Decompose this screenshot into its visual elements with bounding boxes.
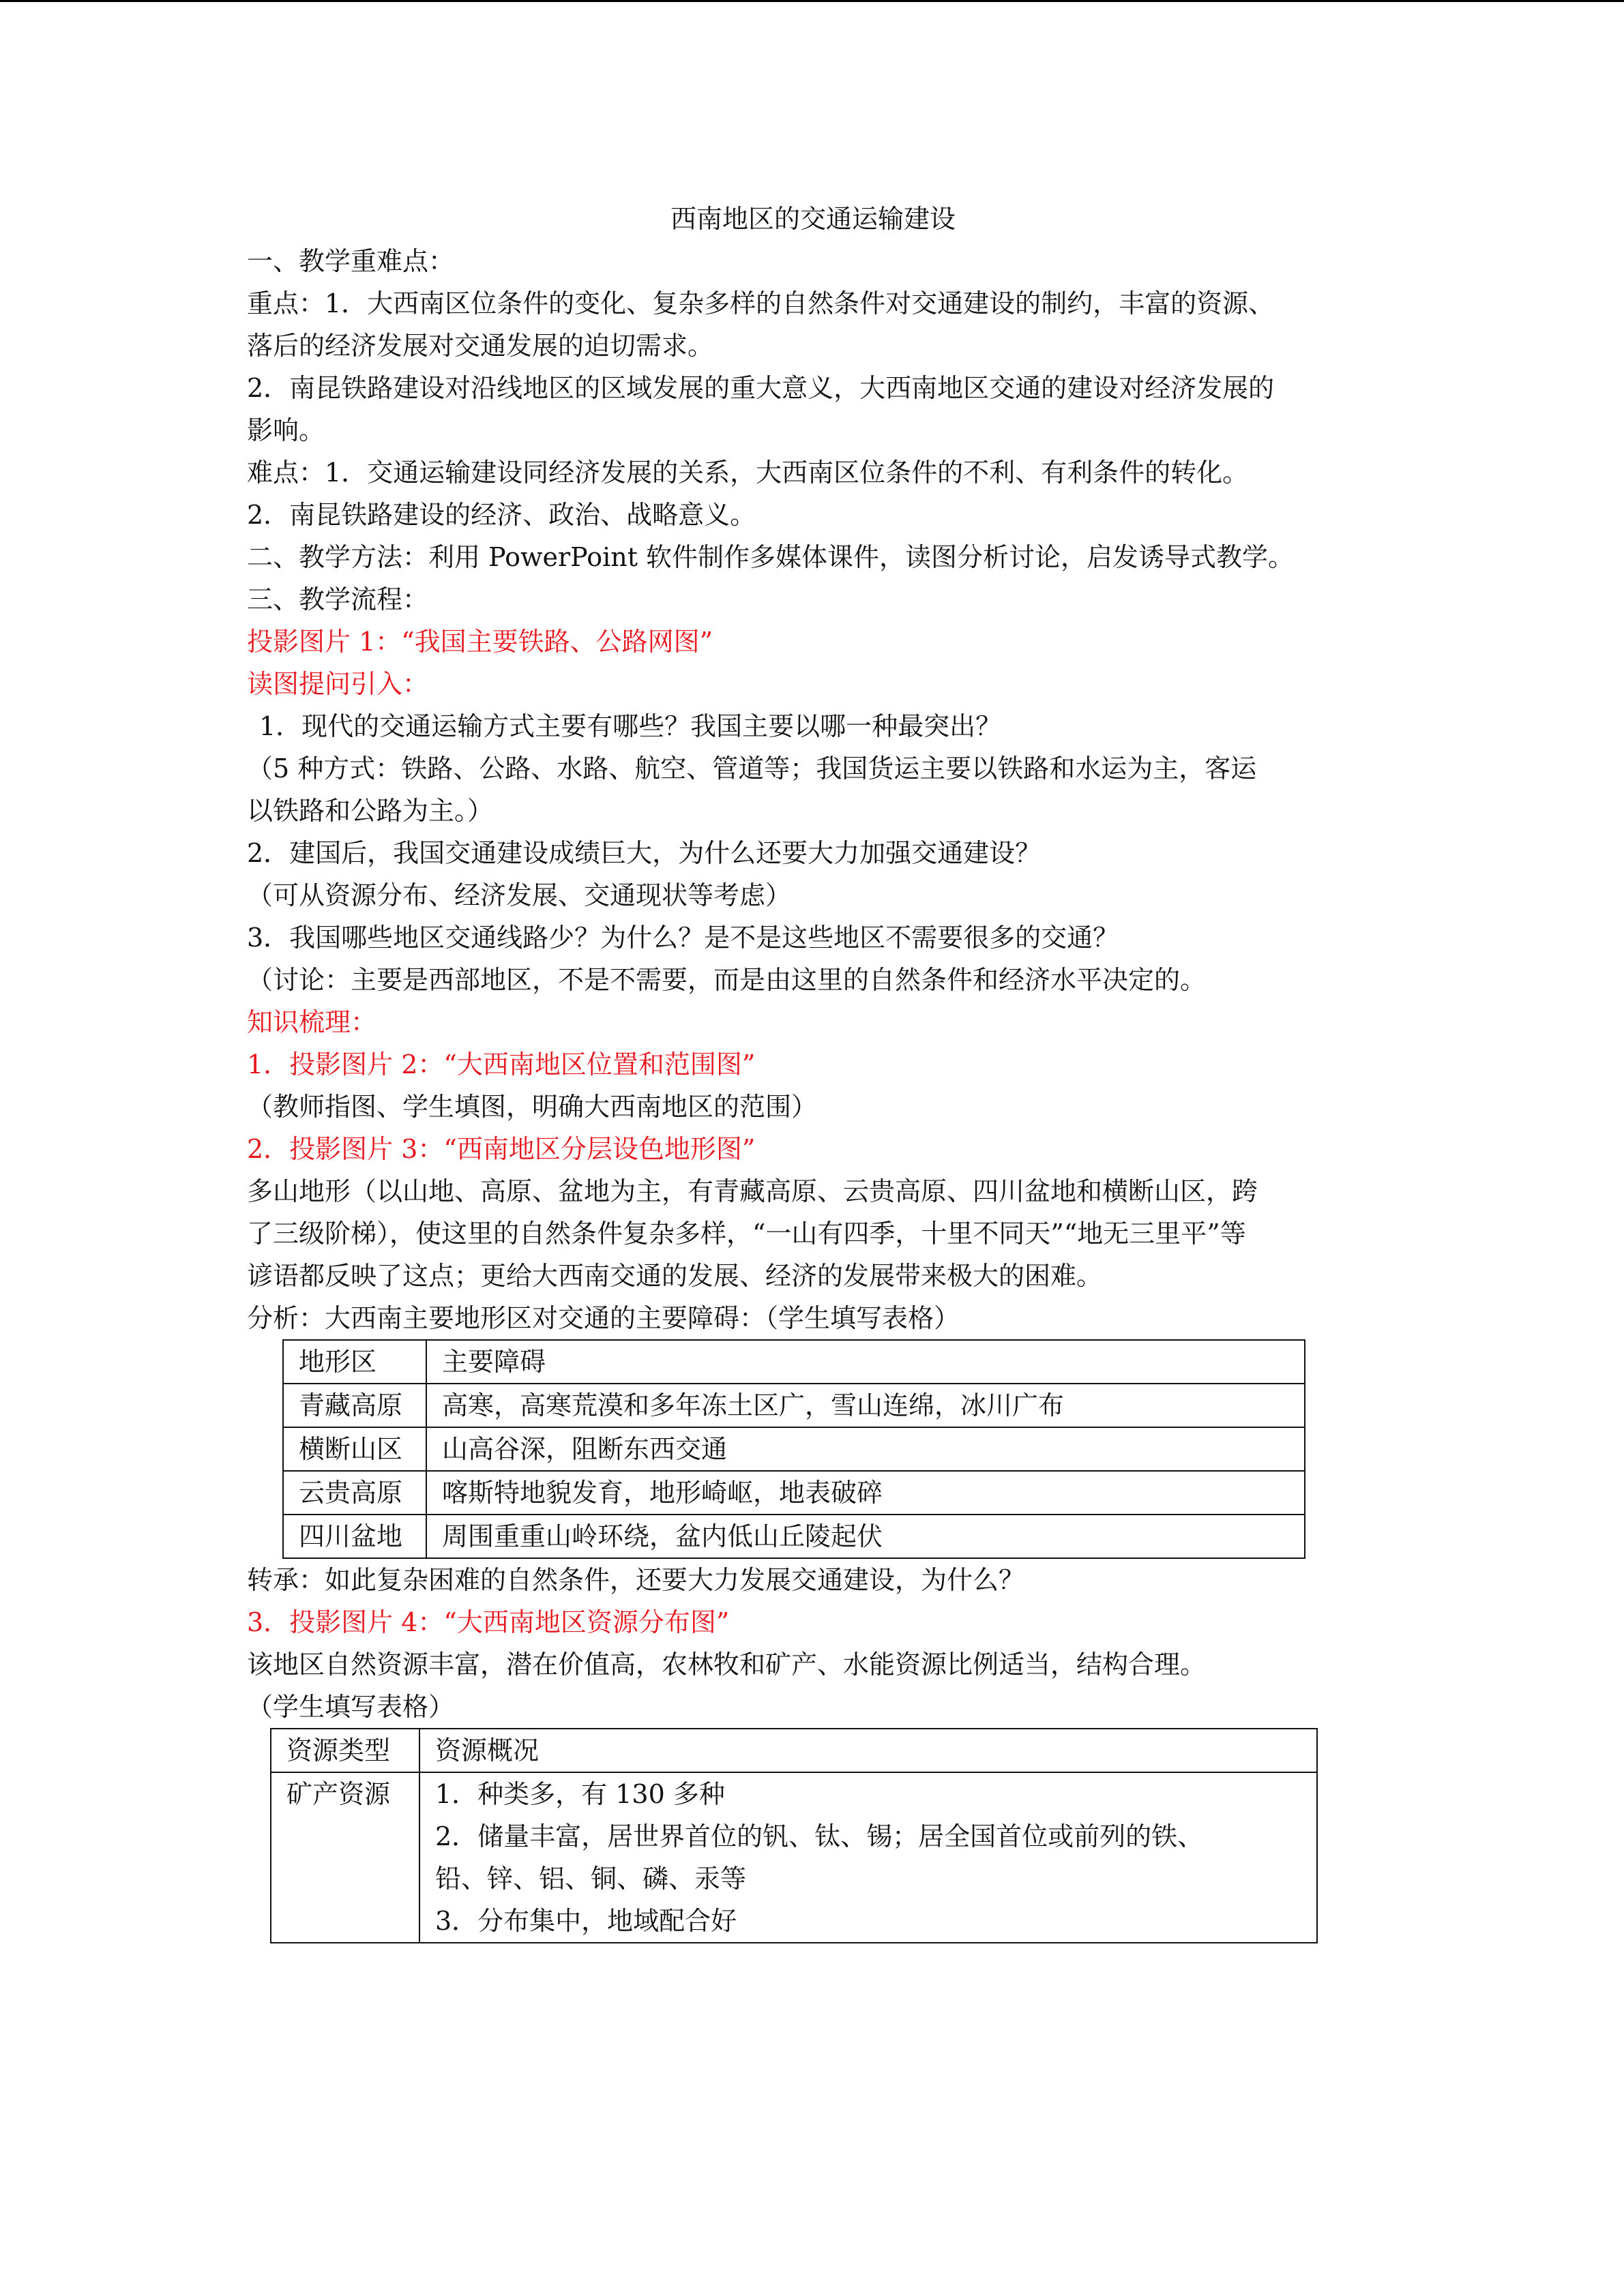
answer-3: （讨论：主要是西部地区，不是不需要，而是由这里的自然条件和经济水平决定的。 (247, 965, 1207, 995)
terrain-obstacle-table (282, 1339, 1305, 1559)
table-row (271, 1772, 1317, 1943)
document-title: 西南地区的交通运输建设 (670, 204, 956, 234)
table-row (283, 1427, 1305, 1471)
resource-table (270, 1728, 1318, 1943)
table-cell: 横断山区 (283, 1427, 426, 1471)
table-cell: 高寒，高寒荒漠和多年冻土区广，雪山连绵，冰川广布 (426, 1384, 1305, 1427)
question-2: 2．建国后，我国交通建设成绩巨大，为什么还要大力加强交通建设？ (247, 838, 1042, 868)
table-header-cell: 主要障碍 (426, 1340, 1305, 1384)
read-map-intro-heading: 读图提问引入： (247, 669, 429, 699)
projection-slide-2: 1．投影图片 2：“大西南地区位置和范围图” (247, 1049, 756, 1079)
projection-slide-3: 2．投影图片 3：“西南地区分层设色地形图” (247, 1134, 756, 1164)
table-header-cell: 资源概况 (419, 1729, 1317, 1772)
answer-2: （可从资源分布、经济发展、交通现状等考虑） (247, 880, 792, 910)
page-top-border (0, 0, 1624, 2)
section-key-points (247, 240, 1379, 621)
table-row (283, 1471, 1305, 1515)
projection-slide-4: 3．投影图片 4：“大西南地区资源分布图” (247, 1607, 730, 1637)
table-cell (419, 1772, 1317, 1943)
transition-line: 转承：如此复杂困难的自然条件，还要大力发展交通建设，为什么？ (247, 1565, 1025, 1595)
heading-teaching-method: 二、教学方法：利用 PowerPoint 软件制作多媒体课件，读图分析讨论，启发诱导式教学。 (247, 542, 1295, 572)
text-line: （教师指图、学生填图，明确大西南地区的范围） (247, 1092, 818, 1122)
text-line: 难点：1．交通运输建设同经济发展的关系，大西南区位条件的不利、有利条件的转化。 (247, 458, 1249, 488)
section-terrain (247, 1170, 1379, 1339)
knowledge-review-heading: 知识梳理： (247, 1007, 377, 1037)
table-cell: 周围重重山岭环绕，盆内低山丘陵起伏 (426, 1515, 1305, 1558)
table-row (283, 1515, 1305, 1558)
table-cell: 山高谷深，阻断东西交通 (426, 1427, 1305, 1471)
text-line: 落后的经济发展对交通发展的迫切需求。 (247, 331, 714, 361)
table-header-row (271, 1729, 1317, 1772)
text-line: 影响。 (247, 415, 325, 445)
section-questions (247, 705, 1379, 1001)
table-cell: 云贵高原 (283, 1471, 426, 1515)
text-line: 2．南昆铁路建设的经济、政治、战略意义。 (247, 500, 756, 530)
resource-line: 3．分布集中，地域配合好 (435, 1906, 737, 1936)
document-page (247, 198, 1379, 1943)
table-cell: 矿产资源 (271, 1772, 419, 1943)
heading-teaching-process: 三、教学流程： (247, 584, 429, 614)
question-1: 1．现代的交通运输方式主要有哪些？我国主要以哪一种最突出？ (259, 711, 1002, 741)
heading-key-points: 一、教学重难点： (247, 246, 455, 276)
table-header-cell: 地形区 (283, 1340, 426, 1384)
answer-1-cont: 以铁路和公路为主。） (247, 796, 494, 826)
text-line: 谚语都反映了这点；更给大西南交通的发展、经济的发展带来极大的困难。 (247, 1261, 1103, 1291)
table-header-row (283, 1340, 1305, 1384)
table-cell: 青藏高原 (283, 1384, 426, 1427)
table-header-cell: 资源类型 (271, 1729, 419, 1772)
text-line: 了三级阶梯），使这里的自然条件复杂多样，“一山有四季，十里不同天”“地无三里平”等 (247, 1219, 1246, 1249)
resource-line: 铅、锌、铝、铜、磷、汞等 (435, 1864, 747, 1894)
table-cell: 喀斯特地貌发育，地形崎岖，地表破碎 (426, 1471, 1305, 1515)
analysis-line: 分析：大西南主要地形区对交通的主要障碍：（学生填写表格） (247, 1303, 960, 1333)
answer-1: （5 种方式：铁路、公路、水路、航空、管道等；我国货运主要以铁路和水运为主，客运 (247, 754, 1257, 784)
resource-line: 2．储量丰富，居世界首位的钒、钛、锡；居全国首位或前列的铁、 (435, 1821, 1204, 1851)
text-line: 该地区自然资源丰富，潜在价值高，农林牧和矿产、水能资源比例适当，结构合理。 (247, 1650, 1207, 1680)
text-line: 多山地形（以山地、高原、盆地为主，有青藏高原、云贵高原、四川盆地和横断山区，跨 (247, 1176, 1258, 1206)
text-line: 重点：1．大西南区位条件的变化、复杂多样的自然条件对交通建设的制约，丰富的资源、 (247, 288, 1275, 318)
text-line: （学生填写表格） (247, 1692, 455, 1722)
resource-line: 1．种类多，有 130 多种 (435, 1779, 725, 1809)
projection-slide-1: 投影图片 1：“我国主要铁路、公路网图” (247, 627, 713, 657)
table-row (283, 1384, 1305, 1427)
text-line: 2．南昆铁路建设对沿线地区的区域发展的重大意义，大西南地区交通的建设对经济发展的 (247, 373, 1275, 403)
table-cell: 四川盆地 (283, 1515, 426, 1558)
question-3: 3．我国哪些地区交通线路少？为什么？是不是这些地区不需要很多的交通？ (247, 923, 1119, 953)
